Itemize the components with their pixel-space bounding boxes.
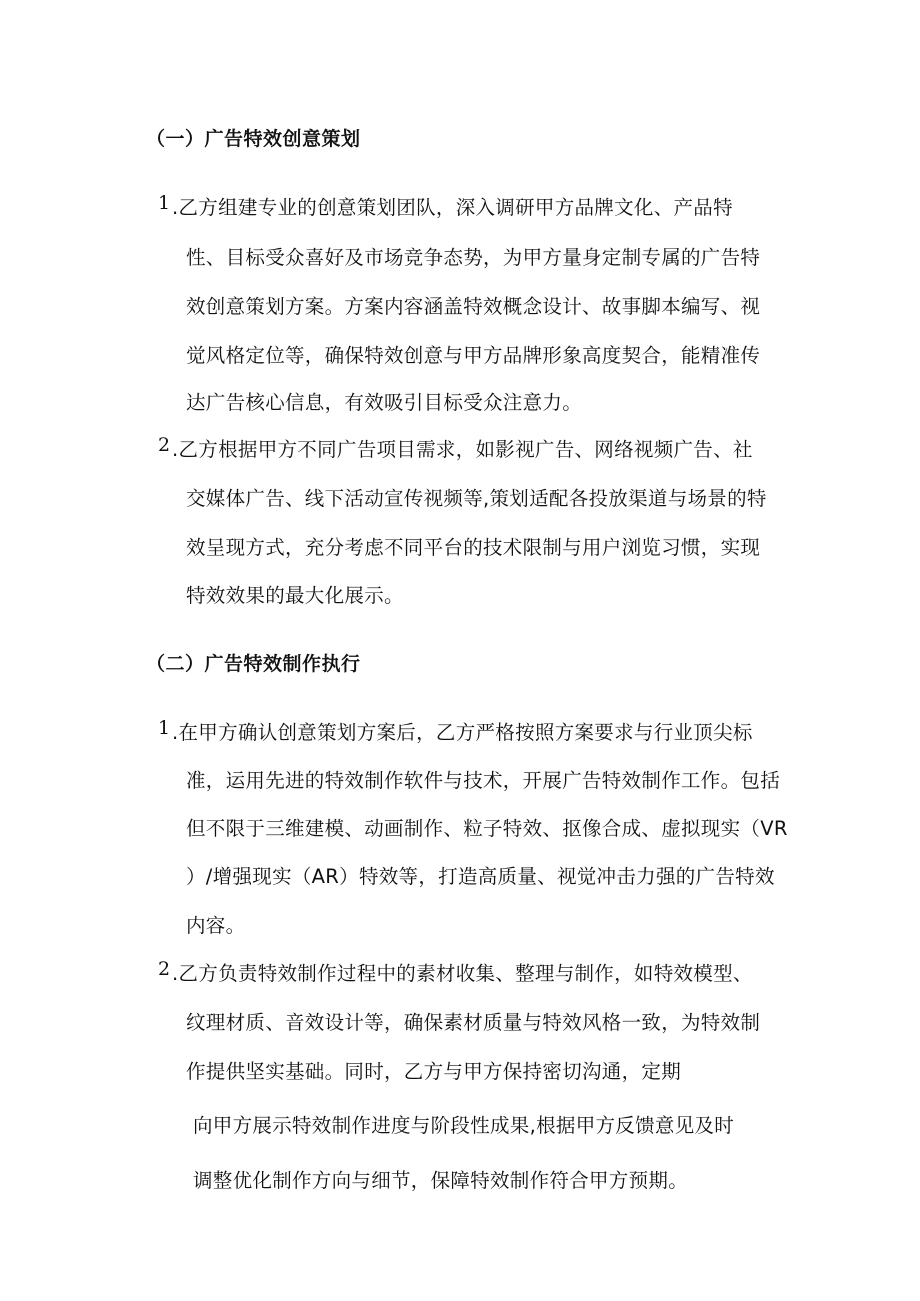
section-1-item-2-line-3: 效呈现方式，充分考虑不同平台的技术限制与用户浏览习惯，实现 <box>186 536 761 559</box>
section-2-item-2-line-1: .乙方负责特效制作过程中的素材收集、整理与制作，如特效模型、 <box>172 962 753 985</box>
section-2-item-1-line-3: 但不限于三维建模、动画制作、粒子特效、抠像合成、虚拟现实（VR <box>186 817 788 840</box>
section-1-item-2-line-2: 交媒体广告、线下活动宣传视频等,策划适配各投放渠道与场景的特 <box>186 487 767 510</box>
section-1-item-1-line-5: 达广告核心信息，有效吸引目标受众注意力。 <box>186 391 583 414</box>
section-1-item-1-line-2: 性、目标受众喜好及市场竞争态势，为甲方量身定制专属的广告特 <box>186 246 761 269</box>
section-2-item-1-line-2: 准，运用先进的特效制作软件与技术，开展广告特效制作工作。包括 <box>186 769 781 792</box>
section-1-item-1-line-4: 觉风格定位等，确保特效创意与甲方品牌形象高度契合，能精准传 <box>186 344 761 367</box>
section-2-item-1-line-4: ）/增强现实（AR）特效等，打造高质量、视觉冲击力强的广告特效 <box>186 865 775 888</box>
section-2-item-1-number: 1 <box>158 717 171 739</box>
section-1-item-1-number: 1 <box>158 192 171 214</box>
section-2-item-2-number: 2 <box>158 958 171 980</box>
section-2-item-2-line-4: 向甲方展示特效制作进度与阶段性成果,根据甲方反馈意见及时 <box>193 1114 735 1137</box>
section-2-item-2-line-3: 作提供坚实基础。同时，乙方与甲方保持密切沟通，定期 <box>186 1060 682 1083</box>
section-2-item-1-line-1: .在甲方确认创意策划方案后，乙方严格按照方案要求与行业顶尖标 <box>172 721 753 744</box>
section-1-item-1-line-3: 效创意策划方案。方案内容涵盖特效概念设计、故事脚本编写、视 <box>186 295 761 318</box>
section-2-item-2-line-2: 纹理材质、音效设计等，确保素材质量与特效风格一致，为特效制 <box>186 1011 761 1034</box>
section-1-item-2-line-1: .乙方根据甲方不同广告项目需求，如影视广告、网络视频广告、社 <box>172 438 753 461</box>
section-1-item-2-number: 2 <box>158 434 171 456</box>
section-1-heading: （一）广告特效创意策划 <box>146 128 361 150</box>
section-1-item-2-line-4: 特效效果的最大化展示。 <box>186 584 404 607</box>
section-2-heading: （二）广告特效制作执行 <box>146 653 361 675</box>
section-1-item-1-line-1: .乙方组建专业的创意策划团队，深入调研甲方品牌文化、产品特 <box>172 196 733 219</box>
section-2-item-1-line-5: 内容。 <box>186 914 246 937</box>
section-2-item-2-line-5: 调整优化制作方向与细节，保障特效制作符合甲方预期。 <box>193 1169 689 1192</box>
